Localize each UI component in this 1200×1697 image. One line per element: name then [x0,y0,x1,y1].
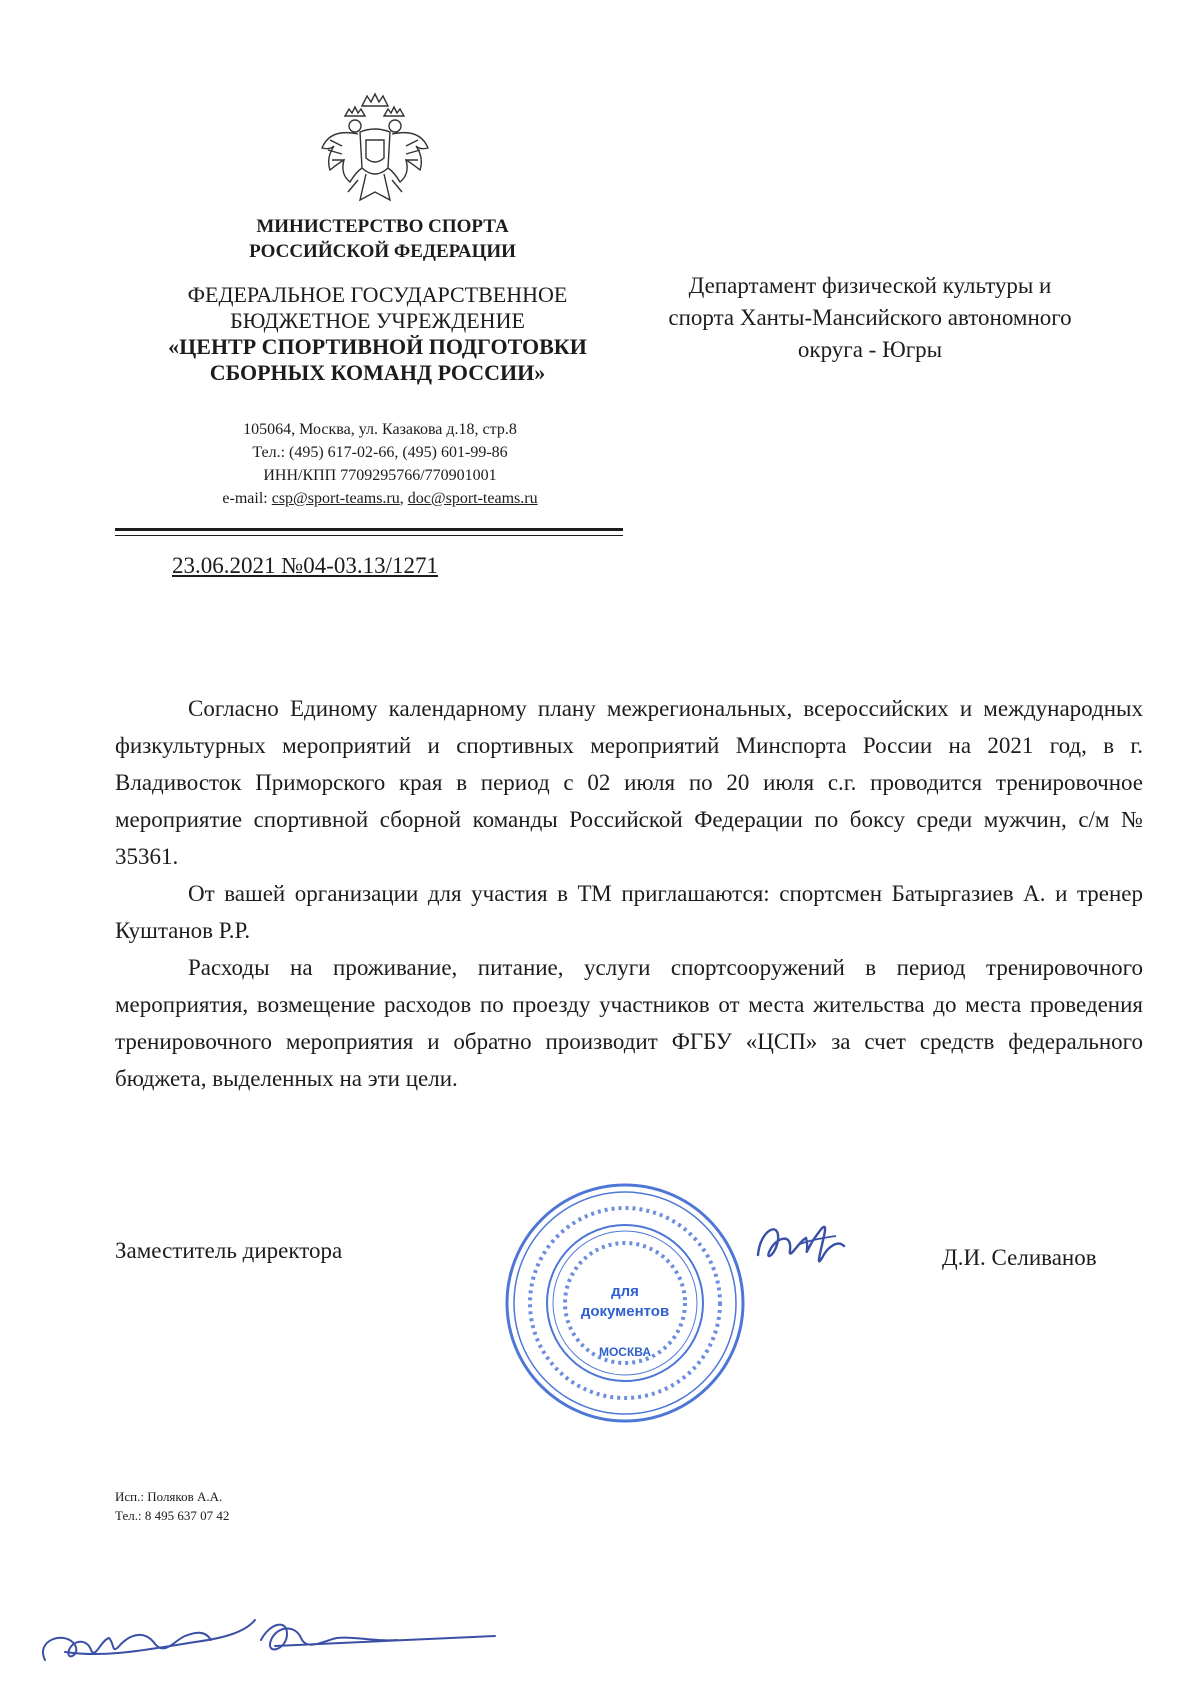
inn-kpp: ИНН/КПП 7709295766/770901001 [263,467,497,484]
stamp-center-line-1: для [611,1283,639,1300]
phones: Тел.: (495) 617-02-66, (495) 601-99-86 [252,444,508,461]
official-stamp [502,1180,748,1426]
executor-phone: Тел.: 8 495 637 07 42 [115,1508,230,1523]
body-paragraph-1: Согласно Единому календарному плану межрегиональных, всероссийских и международных физкультурных мероприятий и спортивных мероприятий Минспорта России на 2021 год, в г. Владивосток Приморского края в период с 02 июля по 20 июля с.г. проводится тренировочное мероприятие спортивной сборной команды Российской Федерации по боксу среди мужчин, с/м № 35361. [115,696,1143,869]
stamp-center-line-2: документов [580,1303,670,1320]
address: 105064, Москва, ул. Казакова д.18, стр.8 [243,421,517,438]
letter-body [115,690,1143,1097]
recipient-block [620,270,1120,366]
recipient-line-2: спорта Ханты-Мансийского автономного [668,305,1072,330]
institution-line-1: ФЕДЕРАЛЬНОЕ ГОСУДАРСТВЕННОЕ [187,282,568,307]
document-date-number: 23.06.2021 №04-03.13/1271 [172,553,438,578]
institution-line-3: «ЦЕНТР СПОРТИВНОЙ ПОДГОТОВКИ [168,334,587,359]
signatory-name: Д.И. Селиванов [942,1245,1097,1270]
executor-block [115,1487,229,1525]
body-paragraph-2: От вашей организации для участия в ТМ приглашаются: спортсмен Батыргазиев А. и тренер Куштанов Р.Р. [115,881,1143,943]
header-divider-thin [115,535,623,536]
institution-line-2: БЮДЖЕТНОЕ УЧРЕЖДЕНИЕ [230,308,525,333]
director-signature [750,1210,850,1280]
institution-name [120,282,635,386]
email-link-csp[interactable]: csp@sport-teams.ru [271,490,400,507]
body-paragraph-3: Расходы на проживание, питание, услуги спортсооружений в период тренировочного мероприятия, возмещение расходов по проезду участников от места жительства до места проведения тренировочного мероприятия и обратно производит ФГБУ «ЦСП» за счет средств федерального бюджета, выделенных на эти цели. [115,955,1143,1091]
signatory-role: Заместитель директора [115,1238,343,1263]
email-separator: , [399,490,404,507]
ministry-name [170,214,595,264]
recipient-line-1: Департамент физической культуры и [688,273,1052,298]
coat-of-arms-emblem [300,88,450,208]
header-divider-thick [115,528,623,531]
recipient-line-3: округа - Югры [797,337,943,362]
email-line [130,487,630,510]
institution-line-4: СБОРНЫХ КОМАНД РОССИИ» [209,360,546,385]
stamp-bottom-text: МОСКВА [598,1345,652,1359]
executor-name: Исп.: Поляков А.А. [115,1489,223,1504]
ministry-line-1: МИНИСТЕРСТВО СПОРТА [256,216,509,237]
approval-signatures [25,1600,505,1675]
ministry-line-2: РОССИЙСКОЙ ФЕДЕРАЦИИ [249,241,516,262]
email-label: e-mail: [222,490,268,507]
email-link-doc[interactable]: doc@sport-teams.ru [407,490,538,507]
contacts-block [130,418,630,510]
